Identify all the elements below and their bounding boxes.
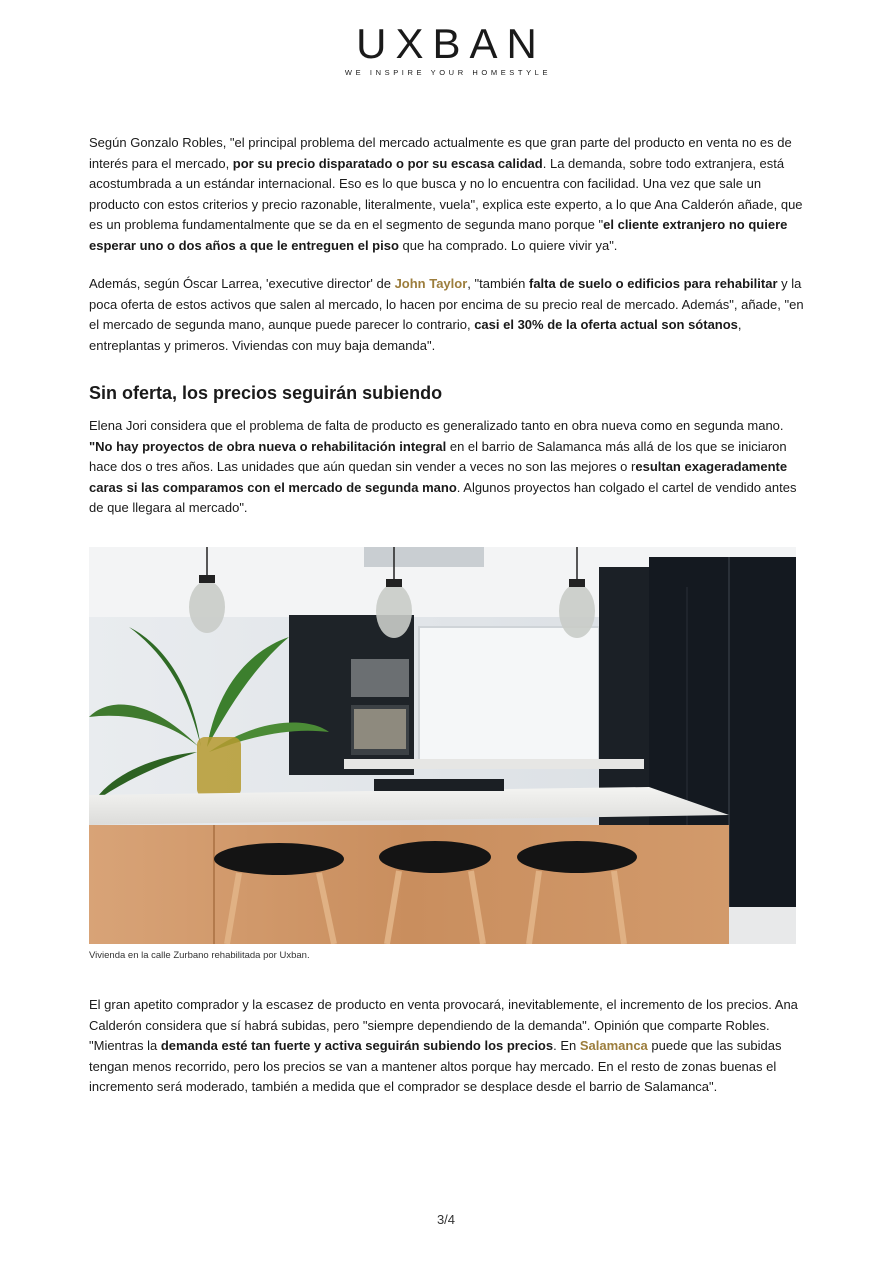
text-run: y la poca oferta de estos activos que salen al mercado, lo hacen por encima de su precio real de mercado. Además", añade, "en el mercado de segunda mano, aunque puede parecer lo contrario, bbox=[89, 276, 804, 332]
logo-wordmark: UXBAN bbox=[356, 20, 546, 67]
paragraph-1 bbox=[89, 133, 809, 256]
brand-logo bbox=[0, 22, 892, 77]
link-salamanca[interactable]: Salamanca bbox=[579, 1038, 648, 1053]
text-run: , entreplantas y primeros. Viviendas con muy baja demanda". bbox=[89, 317, 742, 353]
link-john-taylor[interactable]: John Taylor bbox=[394, 276, 468, 291]
text-run: El gran apetito comprador y la escasez de producto en venta provocará, inevitablemente, el incremento de los precios. Ana Calderón considera que sí habrá subidas, pero "siempre dependiendo de la demanda". Opinión que comparte Robles. "Mientras la bbox=[89, 997, 798, 1053]
text-run: Elena Jori considera que el problema de falta de producto es generalizado tanto en obra nueva como en segunda mano. bbox=[89, 418, 784, 433]
text-run: , "también bbox=[467, 276, 529, 291]
paragraph-3 bbox=[89, 416, 809, 519]
text-run: . En bbox=[553, 1038, 580, 1053]
bold-run: por su precio disparatado o por su escasa calidad bbox=[232, 155, 543, 171]
text-run: que ha comprado. Lo quiere vivir ya". bbox=[398, 237, 618, 253]
page-number: 3/4 bbox=[436, 1212, 456, 1227]
text-run: puede que las subidas tengan menos recorrido, pero los precios se van a mantener altos porque hay mercado. En el resto de zonas buenas el incremento será moderado, también a medida que el comprador se desplace desde el barrio de Salamanca". bbox=[89, 1038, 782, 1094]
bold-run: casi el 30% de la oferta actual son sótanos bbox=[474, 317, 738, 332]
bold-run: "No hay proyectos de obra nueva o rehabilitación integral bbox=[89, 438, 447, 454]
logo-tagline: WE INSPIRE YOUR HOMESTYLE bbox=[344, 68, 552, 77]
text-run: en el barrio de Salamanca más allá de los que se iniciaron hace dos o tres años. Las unidades que aún quedan sin vender a veces no son las mejores o r bbox=[89, 438, 787, 474]
bold-run: esultan exageradamente caras si las comparamos con el mercado de segunda mano bbox=[89, 459, 788, 495]
text-run: . Algunos proyectos han colgado el cartel de vendido antes de que llegara al mercado". bbox=[89, 479, 797, 515]
bold-run: el cliente extranjero no quiere esperar uno o dos años a que le entreguen el piso bbox=[89, 217, 788, 253]
paragraph-2 bbox=[89, 274, 809, 356]
text-run: . La demanda, sobre todo extranjera, está acostumbrada a un estándar internacional. Eso es lo que busca y no lo encuentra con facilidad. Una vez que sale un producto con estos criterios y precio razonable, literalmente, vuela", explica este experto, a lo que Ana Calderón añade, que es un problema fundamentalmente que se da en el segmento de segunda mano porque " bbox=[89, 155, 803, 232]
photo-caption: Vivienda en la calle Zurbano rehabilitada por Uxban. bbox=[89, 950, 310, 961]
paragraph-4 bbox=[89, 995, 809, 1098]
text-run: Según Gonzalo Robles, "el principal problema del mercado actualmente es que gran parte del producto en venta no es de interés para el mercado, bbox=[89, 135, 792, 171]
bold-run: demanda esté tan fuerte y activa seguirán subiendo los precios bbox=[160, 1038, 554, 1053]
bold-run: falta de suelo o edificios para rehabilitar bbox=[528, 276, 778, 291]
section-heading: Sin oferta, los precios seguirán subiendo bbox=[89, 383, 443, 403]
kitchen-photo bbox=[89, 547, 796, 944]
text-run: Además, según Óscar Larrea, 'executive director' de bbox=[89, 276, 395, 291]
